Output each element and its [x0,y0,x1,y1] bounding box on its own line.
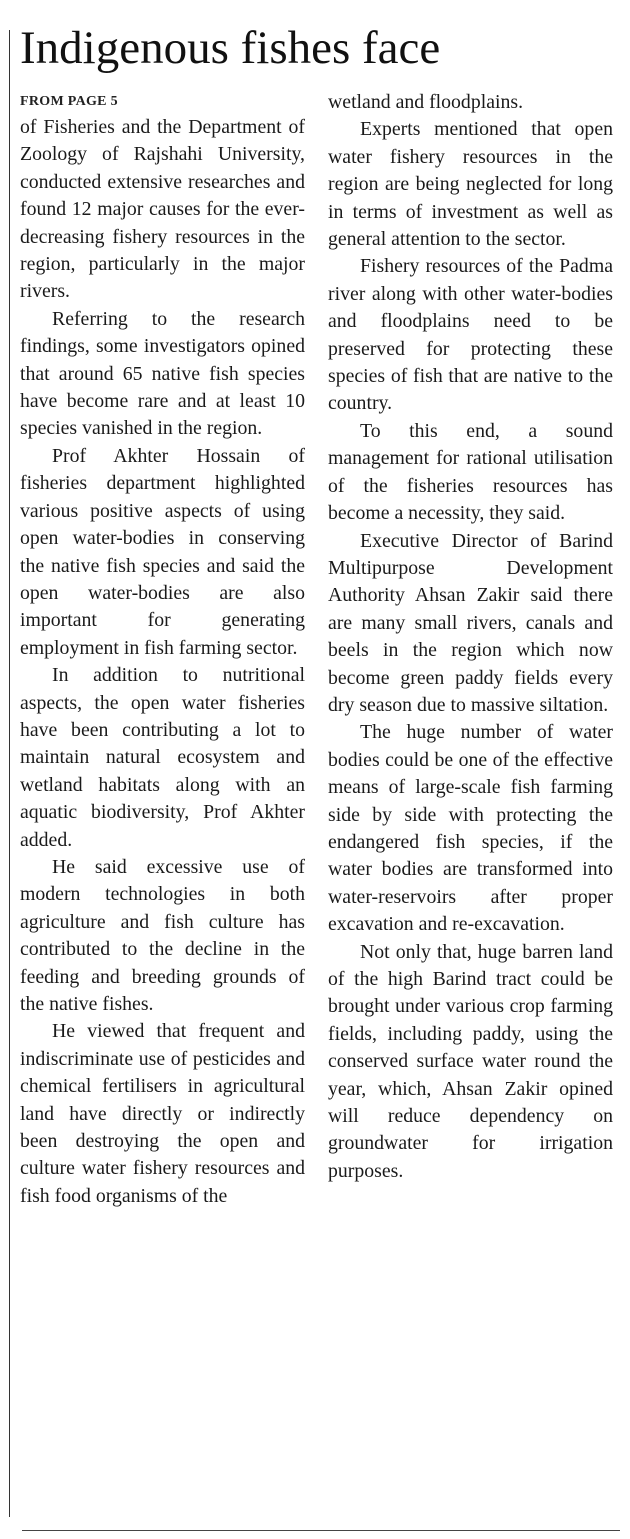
paragraph: Prof Akhter Hossain of fisheries department highlighted various positive aspects of using open water-bodies in conserving the native fish species and said the open water-bodies are also important for generating employment in fish farming sector. [20,444,305,659]
article-column-left [20,93,305,1210]
paragraph: Fishery resources of the Padma river along with other water-bodies and floodplains need to be preserved for protecting these species of fish that are native to the country. [328,255,613,415]
paragraph: Executive Director of Barind Multipurpose Development Authority Ahsan Zakir said there are many small rivers, canals and beels in the region which now become green paddy fields every dry season due to massive siltation. [328,529,613,716]
paragraph: Not only that, huge barren land of the high Barind tract could be brought under various crop farming fields, including paddy, using the conserved surface water round the year, which, Ahsan Zakir opined will reduce dependency on groundwater for irrigation purposes. [328,940,613,1182]
continuation-label: FROM PAGE 5 [20,94,118,109]
paragraph: of Fisheries and the Department of Zoology of Rajshahi University, conducted extensive researches and found 12 major causes for the ever-decreasing fishery resources in the region, particularly in the major rivers. [20,116,305,303]
paragraph: He said excessive use of modern technologies in both agriculture and fish culture has contributed to the decline in the feeding and breeding grounds of the native fishes. [20,855,305,1015]
headline: Indigenous fishes face [20,22,441,74]
article-column-right [328,89,613,1185]
column-rule-left [9,30,10,1517]
paragraph: Referring to the research findings, some investigators opined that around 65 native fish species have become rare and at least 10 species vanished in the region. [20,307,305,440]
paragraph: He viewed that frequent and indiscriminate use of pesticides and chemical fertilisers in agricultural land have directly or indirectly been destroying the open and culture water fishery resources and fish food organisms of the [20,1020,305,1207]
paragraph: To this end, a sound management for rational utilisation of the fisheries resources has become a necessity, they said. [328,419,613,525]
paragraph: The huge number of water bodies could be one of the effective means of large-scale fish farming side by side with protecting the endangered fish species, if the water bodies are transformed into water-reservoirs after proper excavation and re-excavation. [328,721,613,936]
bottom-rule [22,1530,620,1531]
paragraph: In addition to nutritional aspects, the open water fisheries have been contributing a lot to maintain natural ecosystem and wetland habitats along with an aquatic biodiversity, Prof Akhter added. [20,664,305,851]
paragraph: wetland and floodplains. [328,91,524,113]
paragraph: Experts mentioned that open water fishery resources in the region are being neglected for long in terms of investment as well as general attention to the sector. [328,118,613,251]
